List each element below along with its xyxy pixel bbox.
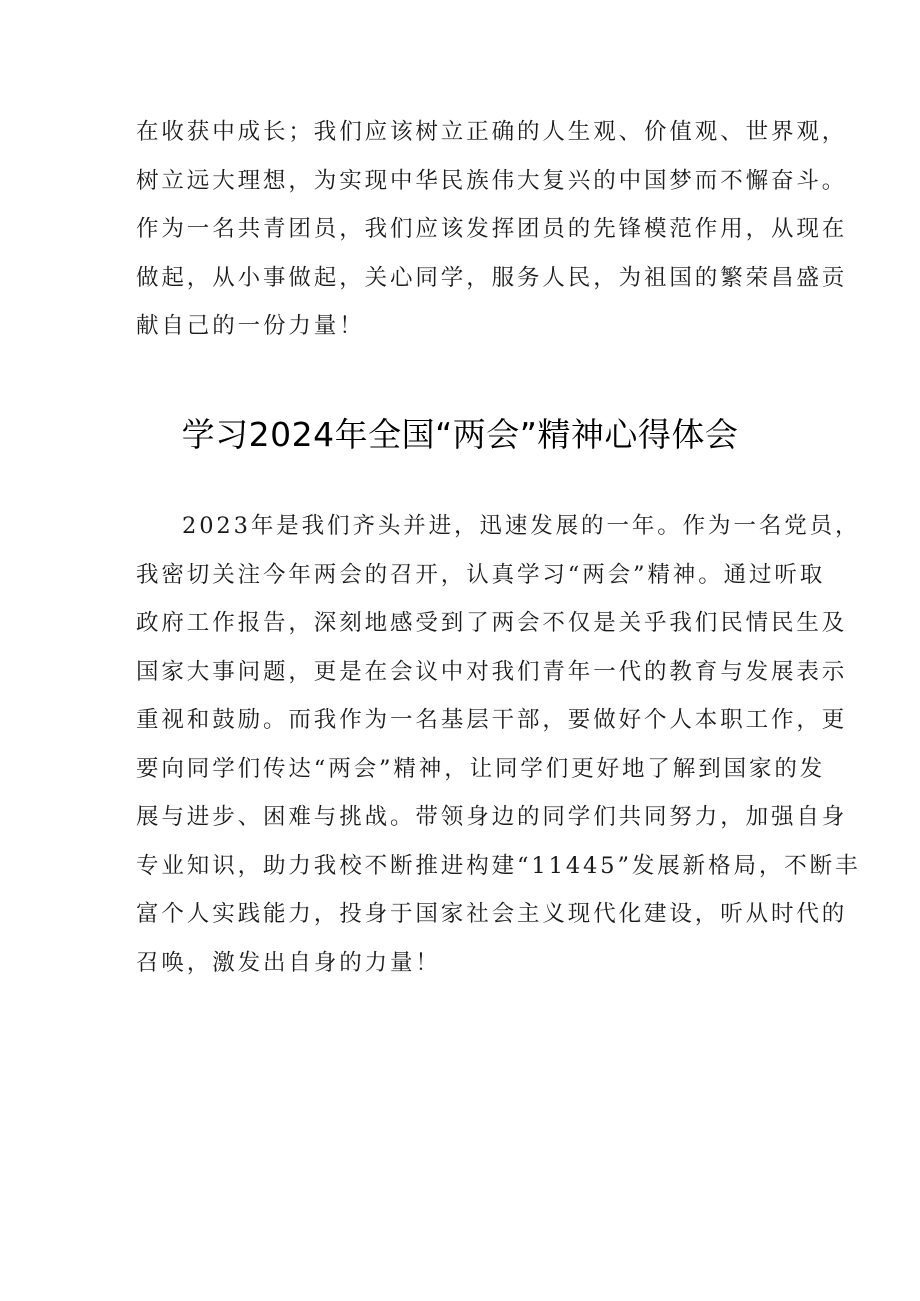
paragraph-line: 我密切关注今年两会的召开，认真学习“两会”精神。通过听取 [136,561,826,588]
paragraph-line: 召唤，激发出自身的力量！ [136,949,441,976]
previous-section-paragraph [136,108,848,351]
paragraph-line: 2023年是我们齐头并进，迅速发展的一年。作为一名党员， [182,513,861,539]
paragraph-line: 政府工作报告，深刻地感受到了两会不仅是关乎我们民情民生及 [136,610,848,636]
article-body-paragraph [136,502,861,987]
paragraph-line: 献自己的一份力量！ [136,313,365,339]
paragraph-line: 做起，从小事做起，关心同学，服务人民，为祖国的繁荣昌盛贡 [136,264,848,291]
paragraph-line: 专业知识，助力我校不断推进构建“11445”发展新格局，不断丰 [136,852,861,879]
paragraph-line: 作为一名共青团员，我们应该发挥团员的先锋模范作用，从现在 [136,216,848,242]
paragraph-line: 重视和鼓励。而我作为一名基层干部，要做好个人本职工作，更 [136,707,848,733]
paragraph-line: 要向同学们传达“两会”精神，让同学们更好地了解到国家的发 [136,755,826,782]
paragraph-line: 树立远大理想，为实现中华民族伟大复兴的中国梦而不懈奋斗。 [136,167,848,194]
paragraph-line: 展与进步、困难与挑战。带领身边的同学们共同努力，加强自身 [136,804,848,830]
paragraph-line: 富个人实践能力，投身于国家社会主义现代化建设，听从时代的 [136,901,848,927]
paragraph-line: 在收获中成长；我们应该树立正确的人生观、价值观、世界观， [136,119,848,145]
article-title: 学习2024年全国“两会”精神心得体会 [181,415,739,454]
paragraph-line: 国家大事问题，更是在会议中对我们青年一代的教育与发展表示 [136,658,848,685]
